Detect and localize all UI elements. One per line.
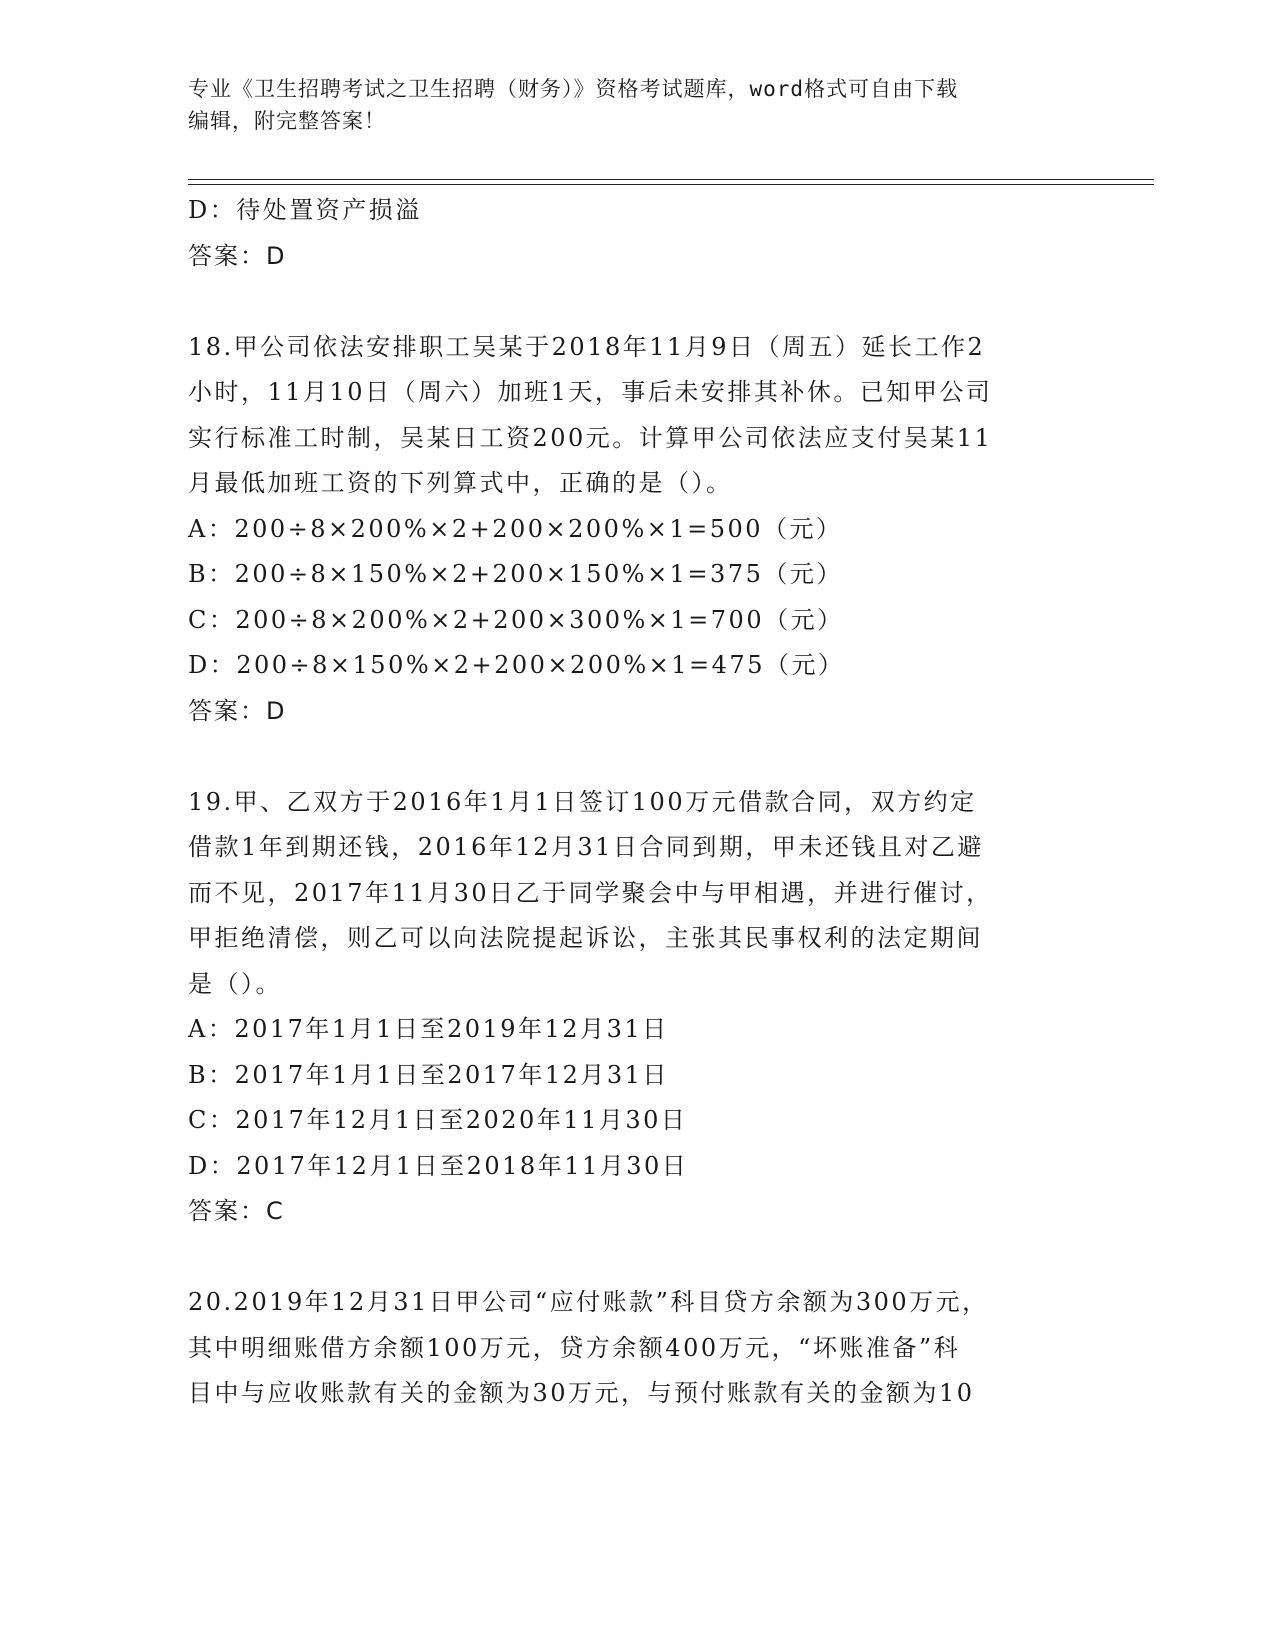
question-text-line: 18.甲公司依法安排职工吴某于2018年11月9日（周五）延长工作2 bbox=[188, 332, 986, 361]
question-text-line: 甲拒绝清偿，则乙可以向法院提起诉讼，主张其民事权利的法定期间 bbox=[188, 924, 983, 952]
question-text-line: 是（）。 bbox=[188, 969, 282, 998]
spacer bbox=[188, 1235, 1088, 1281]
spacer bbox=[188, 279, 1088, 325]
option-c: C：2017年12月1日至2020年11月30日 bbox=[188, 1106, 688, 1134]
option-a: A：2017年1月1日至2019年12月31日 bbox=[188, 1015, 669, 1043]
spacer bbox=[188, 734, 1088, 780]
question-text-line: 实行标准工时制，吴某日工资200元。计算甲公司依法应支付吴某11 bbox=[188, 423, 993, 452]
question-text-line: 而不见，2017年11月30日乙于同学聚会中与甲相遇，并进行催讨， bbox=[188, 878, 993, 907]
option-d: D：200÷8×150%×2+200×200%×1=475（元） bbox=[188, 651, 845, 679]
question-19 bbox=[188, 780, 1088, 1235]
header-line-2: 编辑，附完整答案！ bbox=[188, 109, 386, 133]
question-18 bbox=[188, 325, 1088, 735]
question-text-line: 19.甲、乙双方于2016年1月1日签订100万元借款合同，双方约定 bbox=[188, 787, 977, 816]
answer: 答案：D bbox=[188, 696, 287, 725]
header-divider-bottom bbox=[188, 184, 1154, 185]
question-text-line: 小时，11月10日（周六）加班1天，事后未安排其补休。已知甲公司 bbox=[188, 378, 993, 406]
header-divider-top bbox=[188, 179, 1154, 180]
header-line-1: 专业《卫生招聘考试之卫生招聘（财务）》资格考试题库，word格式可自由下载 bbox=[188, 77, 959, 101]
question-text-line: 20.2019年12月31日甲公司“应付账款”科目贷方余额为300万元， bbox=[188, 1288, 989, 1316]
option-d: D：2017年12月1日至2018年11月30日 bbox=[188, 1151, 689, 1180]
option-b: B：2017年1月1日至2017年12月31日 bbox=[188, 1060, 669, 1089]
document-body bbox=[188, 188, 1088, 1417]
answer: 答案：C bbox=[188, 1197, 285, 1225]
question-20 bbox=[188, 1280, 1088, 1417]
option-b: B：200÷8×150%×2+200×150%×1=375（元） bbox=[188, 560, 843, 588]
question-text-line: 月最低加班工资的下列算式中，正确的是（）。 bbox=[188, 469, 733, 497]
answer-prev: 答案：D bbox=[188, 241, 287, 270]
question-text-line: 目中与应收账款有关的金额为30万元，与预付账款有关的金额为10 bbox=[188, 1379, 975, 1407]
option-c: C：200÷8×200%×2+200×300%×1=700（元） bbox=[188, 605, 844, 634]
option-d-prev: D：待处置资产损溢 bbox=[188, 196, 422, 224]
question-text-line: 借款1年到期还钱，2016年12月31日合同到期，甲未还钱且对乙避 bbox=[188, 833, 984, 861]
question-text-line: 其中明细账借方余额100万元，贷方余额400万元，“坏账准备”科 bbox=[188, 1333, 961, 1362]
option-a: A：200÷8×200%×2+200×200%×1=500（元） bbox=[188, 514, 843, 543]
document-header bbox=[188, 73, 1088, 137]
